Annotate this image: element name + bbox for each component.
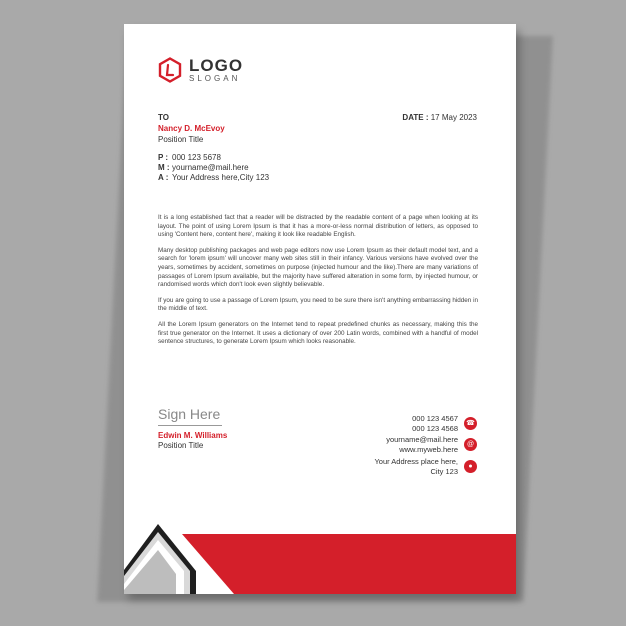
sign-here-label: Sign Here xyxy=(158,406,221,422)
letter-body xyxy=(158,214,478,354)
email-text: yourname@mail.here xyxy=(386,435,458,444)
logo-title: LOGO xyxy=(189,56,244,75)
phone-icon: ☎ xyxy=(464,417,477,430)
logo xyxy=(157,57,243,83)
signer-position: Position Title xyxy=(158,441,204,450)
date-label: DATE : xyxy=(402,113,429,122)
email-icon: @ xyxy=(464,438,477,451)
recipient-name: Nancy D. McEvoy xyxy=(158,124,225,133)
contact-key: P : xyxy=(158,153,169,162)
web-text: www.myweb.here xyxy=(399,444,458,454)
signature-line xyxy=(158,425,222,426)
contact-key: A : xyxy=(158,173,169,182)
contact-list xyxy=(158,153,269,183)
date-line xyxy=(402,113,477,122)
body-paragraph: Many desktop publishing packages and web page editors now use Lorem Ipsum as their default model text, and a search for 'lorem ipsum' will uncover many web sites still in their infancy. Various versions have evolved over the years, sometimes by accident, sometimes on purpose (injected humour and the like).There are many variations of passages of Lorem Ipsum available, but the majority have suffered alteration in some form, by injected humour, or randomised words which don't look even slightly believable. xyxy=(158,246,478,289)
address-line-1: Your Address place here, xyxy=(374,457,458,466)
contact-row-address xyxy=(158,173,269,183)
phone-2: 000 123 4568 xyxy=(412,423,458,433)
recipient-block xyxy=(158,112,225,145)
recipient-position: Position Title xyxy=(158,135,204,144)
address-line-2: City 123 xyxy=(430,466,458,476)
date-value: 17 May 2023 xyxy=(430,113,477,122)
signer-name: Edwin M. Williams xyxy=(158,431,228,440)
contact-row-mail xyxy=(158,163,269,173)
footer-email xyxy=(386,435,477,454)
contact-key: M : xyxy=(158,163,170,172)
logo-slogan: SLOGAN xyxy=(189,74,241,83)
location-icon: ● xyxy=(464,460,477,473)
phone-1: 000 123 4567 xyxy=(412,414,458,423)
to-label: TO xyxy=(158,113,169,122)
contact-value: 000 123 5678 xyxy=(172,153,221,162)
footer-address xyxy=(374,457,477,476)
body-paragraph: It is a long established fact that a reader will be distracted by the readable content of a page when looking at its layout. The point of using Lorem Ipsum is that it has a more-or-less normal distribution of letters, as opposed to using 'Content here, content here', making it look like readable English. xyxy=(158,214,478,239)
contact-value: Your Address here,City 123 xyxy=(172,173,270,182)
contact-row-phone xyxy=(158,153,269,163)
letterhead-page xyxy=(124,24,516,594)
contact-value: yourname@mail.here xyxy=(172,163,249,172)
footer-phone xyxy=(412,414,477,433)
body-paragraph: All the Lorem Ipsum generators on the Internet tend to repeat predefined chunks as necessary, making this the first true generator on the Internet. It uses a dictionary of over 200 Latin words, combined with a handful of model sentence structures, to generate Lorem Ipsum which looks reasonable. xyxy=(158,320,478,346)
body-paragraph: If you are going to use a passage of Lorem Ipsum, you need to be sure there isn't anything embarrassing hidden in the middle of text. xyxy=(158,296,478,313)
hexagon-logo-icon xyxy=(157,57,183,83)
signer-block xyxy=(158,431,227,451)
footer-decoration xyxy=(124,524,516,594)
